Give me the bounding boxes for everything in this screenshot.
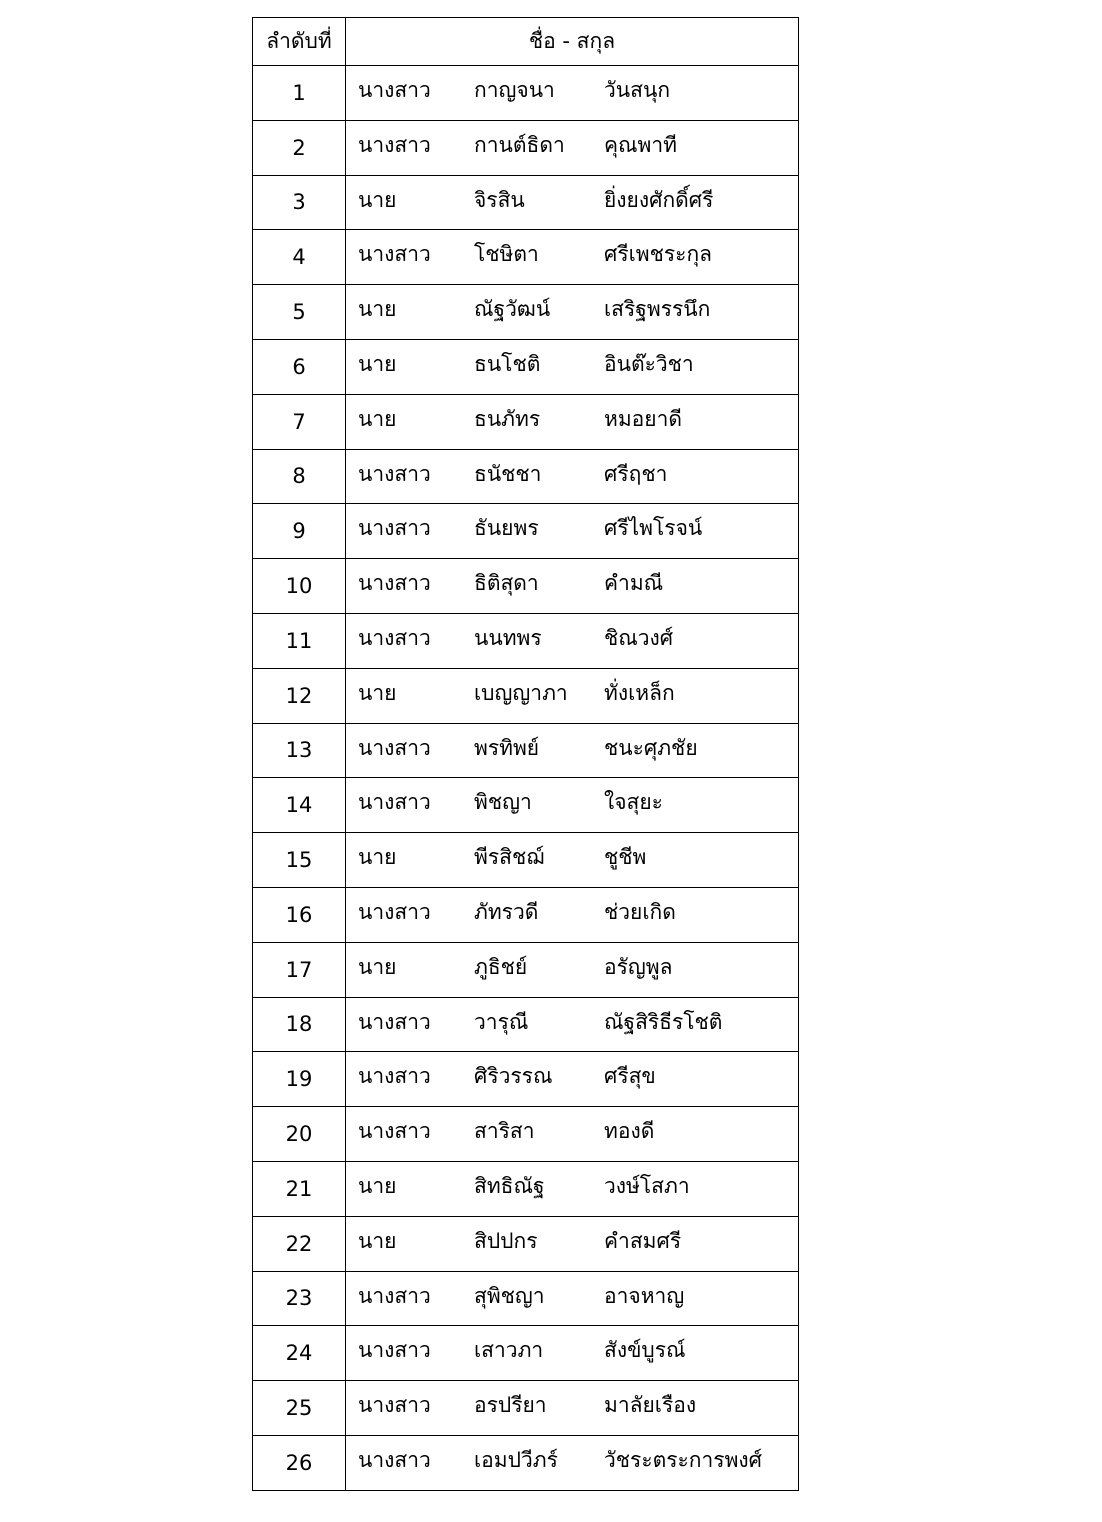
last-name: คุณพาที xyxy=(604,132,678,157)
last-name: วงษ์โสภา xyxy=(604,1173,690,1198)
full-name-cell xyxy=(346,668,799,723)
table-row xyxy=(253,723,799,778)
table-row xyxy=(253,1381,799,1436)
row-number: 8 xyxy=(253,449,346,504)
table-row xyxy=(253,942,799,997)
full-name-cell xyxy=(346,175,799,230)
first-name: สาริสา xyxy=(474,1119,535,1144)
first-name: ธนภัทร xyxy=(474,406,541,431)
row-number: 17 xyxy=(253,942,346,997)
last-name: เสริฐพรรนึก xyxy=(604,297,711,322)
row-number: 3 xyxy=(253,175,346,230)
table-row xyxy=(253,668,799,723)
table-row xyxy=(253,1271,799,1326)
full-name-cell xyxy=(346,778,799,833)
last-name: คำมณี xyxy=(604,571,664,596)
last-name: อรัญพูล xyxy=(604,954,673,979)
row-number: 9 xyxy=(253,504,346,559)
row-number: 22 xyxy=(253,1216,346,1271)
row-number: 18 xyxy=(253,997,346,1052)
full-name-cell xyxy=(346,613,799,668)
name-prefix: นางสาว xyxy=(358,1009,431,1034)
name-prefix: นางสาว xyxy=(358,625,431,650)
full-name-cell xyxy=(346,1271,799,1326)
last-name: ชนะศุภชัย xyxy=(604,735,698,760)
row-number: 23 xyxy=(253,1271,346,1326)
row-number: 21 xyxy=(253,1161,346,1216)
first-name: ณัฐวัฒน์ xyxy=(474,297,551,322)
first-name: จิรสิน xyxy=(474,187,525,212)
last-name: ช่วยเกิด xyxy=(604,899,676,924)
name-prefix: นางสาว xyxy=(358,1338,431,1363)
header-row xyxy=(253,18,799,66)
first-name: กาญจนา xyxy=(474,78,555,102)
row-number: 2 xyxy=(253,120,346,175)
row-number: 15 xyxy=(253,833,346,888)
name-prefix: นางสาว xyxy=(358,1447,431,1472)
name-prefix: นางสาว xyxy=(358,132,431,157)
table-row xyxy=(253,1161,799,1216)
first-name: อรปรียา xyxy=(474,1393,547,1418)
table-row xyxy=(253,833,799,888)
row-number: 14 xyxy=(253,778,346,833)
table-row xyxy=(253,1435,799,1490)
name-prefix: นางสาว xyxy=(358,242,431,267)
full-name-cell xyxy=(346,833,799,888)
last-name: ศรีเพชระกุล xyxy=(604,242,713,267)
full-name-cell xyxy=(346,997,799,1052)
last-name: ศรีสุข xyxy=(604,1064,656,1089)
table-row xyxy=(253,285,799,340)
first-name: วารุณี xyxy=(474,1009,529,1034)
full-name-cell xyxy=(346,1381,799,1436)
row-number: 20 xyxy=(253,1107,346,1162)
last-name: ยิ่งยงศักดิ์ศรี xyxy=(604,187,714,212)
name-prefix: นางสาว xyxy=(358,1283,431,1308)
name-list-sheet xyxy=(252,17,798,1491)
row-number: 7 xyxy=(253,394,346,449)
last-name: ชิณวงศ์ xyxy=(604,625,674,650)
name-column-header: ชื่อ - สกุล xyxy=(346,18,799,66)
last-name: คำสมศรี xyxy=(604,1228,682,1253)
full-name-cell xyxy=(346,504,799,559)
last-name: ทองดี xyxy=(604,1119,655,1144)
last-name: อาจหาญ xyxy=(604,1283,685,1308)
first-name: ธนัชชา xyxy=(474,461,542,486)
name-prefix: นาย xyxy=(358,1228,397,1253)
full-name-cell xyxy=(346,1161,799,1216)
first-name: พิชญา xyxy=(474,790,532,815)
table-body xyxy=(253,66,799,1491)
first-name: ศิริวรรณ xyxy=(474,1064,553,1089)
first-name: สิทธิณัฐ xyxy=(474,1173,545,1198)
name-prefix: นางสาว xyxy=(358,1119,431,1144)
row-number: 26 xyxy=(253,1435,346,1490)
name-prefix: นางสาว xyxy=(358,790,431,815)
name-prefix: นางสาว xyxy=(358,1393,431,1418)
last-name: วัชระตระการพงศ์ xyxy=(604,1447,763,1472)
first-name: เบญญาภา xyxy=(474,680,568,705)
table-row xyxy=(253,120,799,175)
table-row xyxy=(253,504,799,559)
full-name-cell xyxy=(346,339,799,394)
first-name: ภัทรวดี xyxy=(474,899,539,924)
table-row xyxy=(253,1052,799,1107)
first-name: กานต์ธิดา xyxy=(474,132,565,157)
first-name: เอมปวีภร์ xyxy=(474,1447,558,1472)
first-name: ธิติสุดา xyxy=(474,571,539,596)
row-number: 6 xyxy=(253,339,346,394)
table-row xyxy=(253,1326,799,1381)
table-row xyxy=(253,175,799,230)
first-name: เสาวภา xyxy=(474,1338,544,1363)
full-name-cell xyxy=(346,887,799,942)
full-name-cell xyxy=(346,66,799,121)
last-name: ใจสุยะ xyxy=(604,790,663,815)
first-name: ธนโชติ xyxy=(474,351,541,376)
row-number: 25 xyxy=(253,1381,346,1436)
row-number: 19 xyxy=(253,1052,346,1107)
last-name: อินต๊ะวิชา xyxy=(604,351,694,376)
name-prefix: นาย xyxy=(358,954,397,979)
name-prefix: นาย xyxy=(358,351,397,376)
table-row xyxy=(253,613,799,668)
full-name-cell xyxy=(346,449,799,504)
last-name: ศรีฤชา xyxy=(604,461,668,486)
first-name: นนทพร xyxy=(474,625,542,650)
table-row xyxy=(253,449,799,504)
first-name: โชษิตา xyxy=(474,242,539,267)
row-number: 5 xyxy=(253,285,346,340)
last-name: ศรีไพโรจน์ xyxy=(604,516,703,541)
number-column-header: ลำดับที่ xyxy=(253,18,346,66)
table-header xyxy=(253,18,799,66)
first-name: สิปปกร xyxy=(474,1228,538,1253)
full-name-cell xyxy=(346,394,799,449)
table-row xyxy=(253,1107,799,1162)
name-prefix: นางสาว xyxy=(358,735,431,760)
first-name: พรทิพย์ xyxy=(474,735,540,760)
first-name: ภูธิชย์ xyxy=(474,954,528,979)
full-name-cell xyxy=(346,559,799,614)
row-number: 1 xyxy=(253,66,346,121)
full-name-cell xyxy=(346,230,799,285)
first-name: สุพิชญา xyxy=(474,1283,545,1308)
table-row xyxy=(253,559,799,614)
name-prefix: นางสาว xyxy=(358,516,431,541)
full-name-cell xyxy=(346,1107,799,1162)
full-name-cell xyxy=(346,1052,799,1107)
full-name-cell xyxy=(346,120,799,175)
first-name: พีรสิชฌ์ xyxy=(474,845,545,870)
full-name-cell xyxy=(346,285,799,340)
row-number: 13 xyxy=(253,723,346,778)
row-number: 11 xyxy=(253,613,346,668)
row-number: 4 xyxy=(253,230,346,285)
name-prefix: นาย xyxy=(358,845,397,870)
full-name-cell xyxy=(346,723,799,778)
name-prefix: นางสาว xyxy=(358,1064,431,1089)
name-list-table xyxy=(252,17,799,1491)
table-row xyxy=(253,1216,799,1271)
last-name: หมอยาดี xyxy=(604,406,683,431)
last-name: ทั่งเหล็ก xyxy=(604,680,675,705)
name-prefix: นาย xyxy=(358,1173,397,1198)
last-name: สังข์บูรณ์ xyxy=(604,1338,686,1363)
name-prefix: นาย xyxy=(358,297,397,322)
table-row xyxy=(253,887,799,942)
table-row xyxy=(253,66,799,121)
row-number: 24 xyxy=(253,1326,346,1381)
table-row xyxy=(253,230,799,285)
name-prefix: นางสาว xyxy=(358,899,431,924)
row-number: 10 xyxy=(253,559,346,614)
full-name-cell xyxy=(346,1435,799,1490)
last-name: ณัฐสิริธีรโชติ xyxy=(604,1009,723,1034)
table-row xyxy=(253,339,799,394)
name-prefix: นางสาว xyxy=(358,571,431,596)
name-prefix: นางสาว xyxy=(358,78,431,102)
first-name: ธันยพร xyxy=(474,516,539,541)
last-name: ชูชีพ xyxy=(604,845,647,870)
last-name: วันสนุก xyxy=(604,78,671,102)
full-name-cell xyxy=(346,1326,799,1381)
name-prefix: นาย xyxy=(358,680,397,705)
table-row xyxy=(253,778,799,833)
name-prefix: นางสาว xyxy=(358,461,431,486)
name-prefix: นาย xyxy=(358,406,397,431)
full-name-cell xyxy=(346,1216,799,1271)
row-number: 16 xyxy=(253,887,346,942)
name-prefix: นาย xyxy=(358,187,397,212)
last-name: มาลัยเรือง xyxy=(604,1393,697,1418)
table-row xyxy=(253,394,799,449)
row-number: 12 xyxy=(253,668,346,723)
full-name-cell xyxy=(346,942,799,997)
table-row xyxy=(253,997,799,1052)
